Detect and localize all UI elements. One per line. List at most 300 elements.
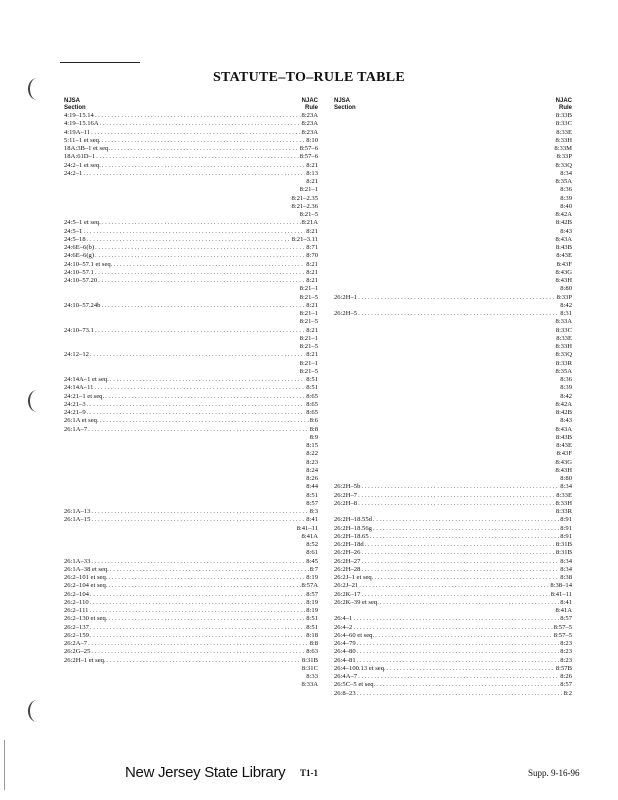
njac-rule: 8:43B (555, 244, 572, 251)
dot-leader (335, 112, 555, 120)
table-row (334, 599, 572, 607)
njac-rule: 8:40 (560, 202, 572, 210)
njsa-section: 26:2–137 (64, 623, 89, 631)
njac-rule: 8:57 (306, 499, 318, 507)
dot-leader (88, 426, 308, 434)
dot-leader (65, 475, 305, 483)
table-row (64, 582, 318, 590)
njsa-section: 26:4A–7 (334, 673, 358, 680)
table-row (64, 170, 318, 178)
top-rule-line (60, 62, 140, 63)
njac-rule: 8:33B (555, 112, 572, 119)
dot-leader (65, 467, 305, 475)
table-row (64, 277, 318, 285)
njac-rule: 8:80 (560, 285, 572, 293)
table-row (64, 665, 318, 673)
dot-leader (373, 525, 559, 533)
dot-leader (358, 294, 556, 302)
table-row (64, 459, 318, 467)
table-row (64, 500, 318, 508)
dot-leader (65, 673, 305, 681)
njsa-section: 26:2H–1 et seq. (64, 656, 106, 664)
njsa-section: 24:5–1 (64, 227, 83, 235)
njsa-section: 24:12–12 (64, 351, 89, 359)
table-row (334, 442, 572, 450)
dot-leader (335, 219, 555, 227)
table-row (64, 640, 318, 648)
njac-rule: 8:34 (560, 169, 572, 177)
table-row (64, 145, 318, 153)
dot-leader (335, 401, 555, 409)
table-row (64, 178, 318, 186)
dot-leader (100, 417, 309, 425)
njac-rule: 8:43H (555, 277, 572, 284)
njac-rule: 8:21–5 (299, 343, 318, 350)
table-row (334, 549, 572, 557)
njsa-section: 24:21–1 et seq. (64, 392, 105, 400)
njac-rule: 8:91 (560, 516, 572, 524)
njsa-section: 26:4–1 (334, 615, 353, 623)
njac-rule: 8:6 (309, 417, 318, 425)
njac-rule: 8:2 (563, 689, 572, 697)
dot-leader (335, 302, 559, 310)
njac-rule: 8:57A (301, 582, 318, 590)
njac-rule: 8:42 (560, 301, 572, 309)
dot-leader (65, 549, 305, 557)
njsa-section: 26:2H–28 (334, 565, 361, 573)
dot-leader (335, 120, 555, 128)
njac-rule: 8:21–5 (299, 293, 318, 301)
dot-leader (95, 269, 305, 277)
table-row (64, 137, 318, 145)
njsa-section: 26:4–79 (334, 640, 356, 647)
njsa-section: 24:10–73.1 (64, 326, 94, 334)
dot-leader (370, 533, 560, 541)
njac-rule: 8:33E (556, 334, 572, 342)
dot-leader (335, 393, 559, 401)
table-row (334, 681, 572, 689)
dot-leader (335, 228, 559, 236)
njsa-section: 18A:61D–1 (64, 153, 96, 161)
njac-rule: 8:43A (555, 425, 572, 433)
table-row (334, 450, 572, 458)
table-row (334, 591, 572, 599)
dot-leader (65, 368, 299, 376)
table-row (64, 450, 318, 458)
table-row (334, 384, 572, 392)
dot-leader (335, 269, 555, 277)
dot-leader (335, 186, 559, 194)
njac-rule: 8:41A (555, 607, 572, 614)
njac-rule: 8:33E (556, 128, 572, 136)
njac-rule: 8:31 (560, 310, 572, 317)
dot-leader (113, 261, 305, 269)
njac-rule: 8:57–5 (553, 623, 572, 631)
njsa-section: 4:19–15.14 (64, 112, 94, 119)
njac-rule: 8:33 (306, 673, 318, 680)
table-row (334, 459, 572, 467)
dot-leader (102, 137, 306, 145)
njac-rule: 8:33P (556, 153, 572, 161)
njac-rule: 8:35A (555, 178, 572, 185)
table-row (334, 492, 572, 500)
njac-rule: 8:21 (306, 178, 318, 185)
dot-leader (335, 162, 555, 170)
table-row (334, 145, 572, 153)
njac-rule: 8:41–11 (296, 524, 318, 532)
njsa-section: 26:2A–7 (64, 640, 88, 647)
njac-rule: 8:21–1 (299, 334, 318, 342)
njsa-section: 24:6E–6(g) (64, 252, 95, 260)
njsa-section: 26:5C–5 et seq. (334, 681, 376, 689)
dot-leader (361, 558, 559, 566)
njac-rule: 8:21 (306, 260, 318, 268)
njsa-section: 26:2H–8 (334, 499, 358, 507)
table-row (334, 417, 572, 425)
table-row (334, 376, 572, 384)
table-row (64, 657, 318, 665)
table-row (64, 673, 318, 681)
njac-rule: 8:57 (560, 615, 572, 623)
dot-leader (335, 442, 555, 450)
table-row (334, 500, 572, 508)
dot-leader (335, 145, 553, 153)
table-row (64, 591, 318, 599)
dot-leader (87, 236, 291, 244)
njsa-section: 26:2H–27 (334, 557, 361, 565)
njsa-section: 26:2H–7 (334, 491, 358, 499)
table-row (334, 294, 572, 302)
table-row (334, 615, 572, 623)
dot-leader (361, 591, 549, 599)
library-logo: New Jersey State Library (125, 764, 286, 781)
right-column (334, 98, 572, 698)
dot-leader (65, 195, 290, 203)
dot-leader (65, 335, 299, 343)
table-row (64, 120, 318, 128)
njac-rule: 8:21 (306, 268, 318, 276)
table-row (334, 228, 572, 236)
table-row (64, 153, 318, 161)
njac-rule: 8:41 (560, 598, 572, 606)
right-column-header (334, 98, 572, 112)
njac-rule: 8:21 (306, 326, 318, 334)
njsa-section: 24:10–57.1 et seq. (64, 260, 113, 268)
njac-rule: 8:21–2.35 (291, 194, 318, 202)
njac-rule: 8:91 (560, 532, 572, 540)
njsa-section: 24:6E–6(b) (64, 244, 95, 251)
table-row (64, 508, 318, 516)
njac-rule: 8:3 (309, 508, 318, 515)
table-row (64, 310, 318, 318)
njac-rule: 8:39 (560, 384, 572, 392)
table-row (334, 393, 572, 401)
rule-header: NJAC Rule (555, 98, 572, 111)
njac-rule: 8:34 (560, 483, 572, 491)
dot-leader (335, 195, 559, 203)
dot-leader (108, 574, 305, 582)
njac-rule: 8:57B (555, 664, 572, 672)
njac-rule: 8:43E (556, 252, 572, 260)
dot-leader (65, 178, 305, 186)
dot-leader (335, 368, 555, 376)
dot-leader (65, 665, 301, 673)
table-row (334, 137, 572, 145)
dot-leader (95, 327, 305, 335)
dot-leader (65, 500, 305, 508)
table-row (64, 632, 318, 640)
table-row (64, 541, 318, 549)
dot-leader (65, 459, 305, 467)
page-title: STATUTE–TO–RULE TABLE (212, 70, 406, 85)
dot-leader (335, 170, 559, 178)
dot-leader (361, 549, 555, 557)
njsa-section: 26:2H–5 (334, 310, 358, 317)
njsa-section: 26:1A–13 (64, 508, 91, 515)
njac-rule: 8:33Q (555, 351, 572, 359)
table-row (334, 269, 572, 277)
table-row (64, 203, 318, 211)
dot-leader (373, 516, 559, 524)
njac-rule: 8:22 (306, 450, 318, 458)
njac-rule: 8:26 (560, 673, 572, 680)
njac-rule: 8:19 (306, 607, 318, 614)
dot-leader (108, 615, 305, 623)
njsa-section: 24:21–9 (64, 409, 86, 416)
table-row (334, 533, 572, 541)
njac-rule: 8:21 (306, 277, 318, 284)
dot-leader (335, 459, 555, 467)
dot-leader (90, 351, 305, 359)
njsa-section: 24:5–1 et seq. (64, 219, 101, 227)
dot-leader (357, 640, 560, 648)
table-row (64, 318, 318, 326)
table-row (334, 582, 572, 590)
njac-rule: 8:43F (556, 260, 572, 268)
njac-rule: 8:21–5 (299, 211, 318, 218)
njac-rule: 8:21–1 (299, 359, 318, 367)
dot-leader (65, 442, 305, 450)
njac-rule: 8:57 (306, 590, 318, 598)
dot-leader (87, 401, 306, 409)
njsa-section: 26:1A–38 et seq. (64, 565, 109, 573)
table-row (64, 426, 318, 434)
dot-leader (335, 129, 555, 137)
table-row (334, 508, 572, 516)
njac-rule: 8:26 (306, 475, 318, 482)
njac-rule: 8:34 (560, 565, 572, 573)
table-row (64, 252, 318, 260)
dot-leader (94, 384, 305, 392)
table-row (64, 401, 318, 409)
dot-leader (357, 648, 560, 656)
table-row (334, 690, 572, 698)
table-row (334, 343, 572, 351)
table-row (334, 624, 572, 632)
table-row (64, 475, 318, 483)
table-row (334, 525, 572, 533)
njsa-section: 26:2H–18.65 (334, 532, 369, 540)
table-row (334, 211, 572, 219)
njac-rule: 8:19 (306, 598, 318, 606)
dot-leader (335, 409, 555, 417)
njsa-section: 26:1A–7 (64, 425, 88, 433)
right-entries (334, 112, 572, 698)
table-row (334, 252, 572, 260)
njac-rule: 8:33M (554, 145, 572, 152)
table-row (334, 657, 572, 665)
table-row (64, 302, 318, 310)
njsa-section: 26:2J–1 et seq. (334, 574, 374, 581)
dot-leader (102, 162, 305, 170)
dot-leader (111, 145, 299, 153)
njac-rule: 8:39 (560, 194, 572, 202)
njac-rule: 8:42A (555, 400, 572, 408)
table-row (334, 236, 572, 244)
dot-leader (91, 558, 305, 566)
njac-rule: 8:51 (306, 615, 318, 623)
njac-rule: 8:51 (306, 491, 318, 499)
dot-leader (102, 219, 301, 227)
table-row (64, 467, 318, 475)
njsa-section: 26:4–60 et seq. (334, 631, 375, 639)
table-row (334, 516, 572, 524)
njsa-section: 26:4–80 (334, 648, 356, 656)
njsa-section: 26:2–104 (64, 590, 89, 598)
table-row (64, 615, 318, 623)
njac-rule: 8:31B (301, 656, 318, 664)
njac-rule: 8:10 (306, 136, 318, 144)
table-row (64, 434, 318, 442)
table-row (64, 351, 318, 359)
njac-rule: 8:34 (560, 557, 572, 565)
table-row (334, 566, 572, 574)
table-row (334, 335, 572, 343)
dot-leader (65, 492, 305, 500)
table-row (64, 525, 318, 533)
dot-leader (90, 599, 306, 607)
table-row (64, 219, 318, 227)
njsa-section: 24:14A–1 et seq. (64, 376, 109, 383)
njac-rule: 8:24 (306, 466, 318, 474)
njac-rule: 8:71 (306, 244, 318, 251)
dot-leader (335, 335, 555, 343)
dot-leader (335, 327, 555, 335)
njac-rule: 8:33A (301, 681, 318, 689)
njac-rule: 8:38 (560, 574, 572, 581)
table-row (334, 195, 572, 203)
njac-rule: 8:43A (555, 235, 572, 243)
dot-leader (358, 310, 559, 318)
njsa-section: 26:8–23 (334, 689, 356, 697)
supplement-date: Supp. 9-16-96 (528, 768, 580, 778)
table-row (64, 129, 318, 137)
table-row (64, 681, 318, 689)
njac-rule: 8:43G (555, 268, 572, 276)
table-row (334, 467, 572, 475)
njac-rule: 8:33R (555, 359, 572, 367)
njsa-section: 26:2–111 (64, 607, 89, 614)
dot-leader (65, 450, 305, 458)
dot-leader (65, 211, 299, 219)
njac-rule: 8:7 (309, 565, 318, 573)
dot-leader (335, 343, 555, 351)
njac-rule: 8:21A (301, 219, 318, 227)
njsa-section: 26:2J–21 (334, 582, 359, 590)
table-row (64, 195, 318, 203)
dot-leader (374, 574, 559, 582)
table-row (334, 541, 572, 549)
table-row (64, 285, 318, 293)
table-row (334, 434, 572, 442)
dot-leader (91, 648, 305, 656)
table-row (334, 285, 572, 293)
dot-leader (335, 607, 555, 615)
njac-rule: 8:13 (306, 169, 318, 177)
dot-leader (335, 434, 555, 442)
dot-leader (359, 582, 549, 590)
table-row (334, 327, 572, 335)
dot-leader (335, 351, 555, 359)
njac-rule: 8:33E (556, 491, 572, 499)
njac-rule: 8:51 (306, 376, 318, 383)
njac-rule: 8:41A (301, 532, 318, 540)
table-row (64, 384, 318, 392)
table-row (64, 607, 318, 615)
njac-rule: 8:65 (306, 409, 318, 416)
njsa-section: 26:2H–18.55d (334, 516, 372, 524)
njac-rule: 8:23 (560, 648, 572, 656)
njsa-section: 24:14A–11 (64, 384, 94, 392)
njsa-section: 4:19A–11 (64, 128, 91, 136)
njsa-section: 26:2H–18.56g (334, 524, 372, 532)
dot-leader (335, 137, 555, 145)
njac-rule: 8:42A (555, 211, 572, 218)
table-row (334, 120, 572, 128)
table-row (334, 261, 572, 269)
table-row (334, 244, 572, 252)
njac-rule: 8:42 (560, 392, 572, 400)
page-number: T1-1 (300, 768, 318, 778)
njsa-section: 26:2–110 (64, 598, 89, 606)
njac-rule: 8:33Q (555, 161, 572, 169)
dot-leader (335, 285, 559, 293)
njac-rule: 8:23A (301, 128, 318, 136)
njac-rule: 8:51 (306, 384, 318, 392)
table-row (64, 343, 318, 351)
dot-leader (335, 384, 559, 392)
njac-rule: 8:31C (301, 664, 318, 672)
njac-rule: 8:63 (306, 648, 318, 656)
dot-leader (65, 310, 299, 318)
njac-rule: 8:33C (555, 120, 572, 128)
dot-leader (91, 508, 308, 516)
njac-rule: 8:57–6 (299, 153, 318, 161)
table-row (64, 244, 318, 252)
njsa-section: 24:21–3 (64, 400, 86, 408)
njac-rule: 8:57–6 (299, 145, 318, 152)
njac-rule: 8:52 (306, 541, 318, 548)
njac-rule: 8:41 (306, 516, 318, 524)
table-row (334, 129, 572, 137)
njac-rule: 8:42B (555, 409, 572, 416)
dot-leader (335, 417, 559, 425)
dot-leader (65, 681, 301, 689)
dot-leader (90, 632, 305, 640)
njsa-section: 26:2–130 et seq. (64, 615, 108, 623)
njac-rule: 8:43B (555, 433, 572, 441)
njac-rule: 8:23 (560, 640, 572, 647)
